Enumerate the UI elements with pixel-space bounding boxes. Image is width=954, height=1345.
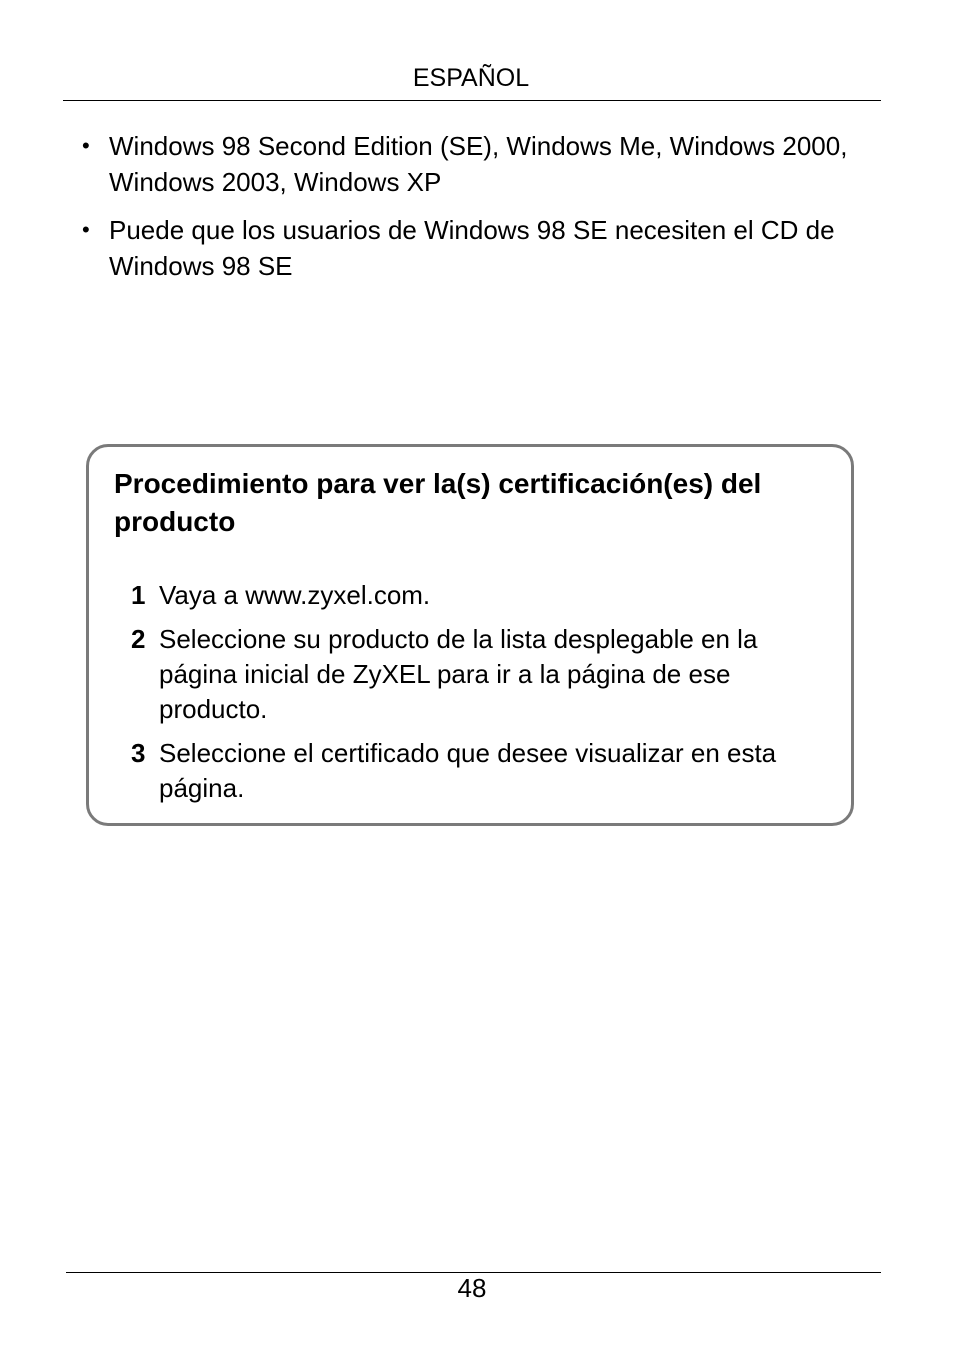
step-number: 2 [131,624,146,654]
procedure-step [89,622,851,727]
procedure-step [89,578,851,613]
procedure-title: Procedimiento para ver la(s) certificación(es) del producto [114,468,762,537]
header-divider [63,100,881,101]
certification-procedure-box [86,444,854,826]
requirements-list [0,128,954,296]
list-item [0,128,954,200]
step-number: 3 [131,738,146,768]
list-item-text: Windows 98 Second Edition (SE), Windows Me, Windows 2000, Windows 2003, Windows XP [109,131,848,197]
list-item-text: Puede que los usuarios de Windows 98 SE necesiten el CD de Windows 98 SE [109,215,835,281]
procedure-steps [89,578,851,815]
list-item [0,212,954,284]
bullet-icon: • [82,217,90,242]
page-header-title: ESPAÑOL [412,64,530,92]
step-text: Seleccione su producto de la lista desplegable en la página inicial de ZyXEL para ir a la página de ese producto. [159,624,758,724]
step-text: Vaya a www.zyxel.com. [159,580,431,610]
step-text: Seleccione el certificado que desee visualizar en esta página. [159,738,777,803]
procedure-step [89,736,851,806]
bullet-icon: • [82,133,90,158]
step-number: 1 [131,580,146,610]
page-number: 48 [457,1273,487,1303]
